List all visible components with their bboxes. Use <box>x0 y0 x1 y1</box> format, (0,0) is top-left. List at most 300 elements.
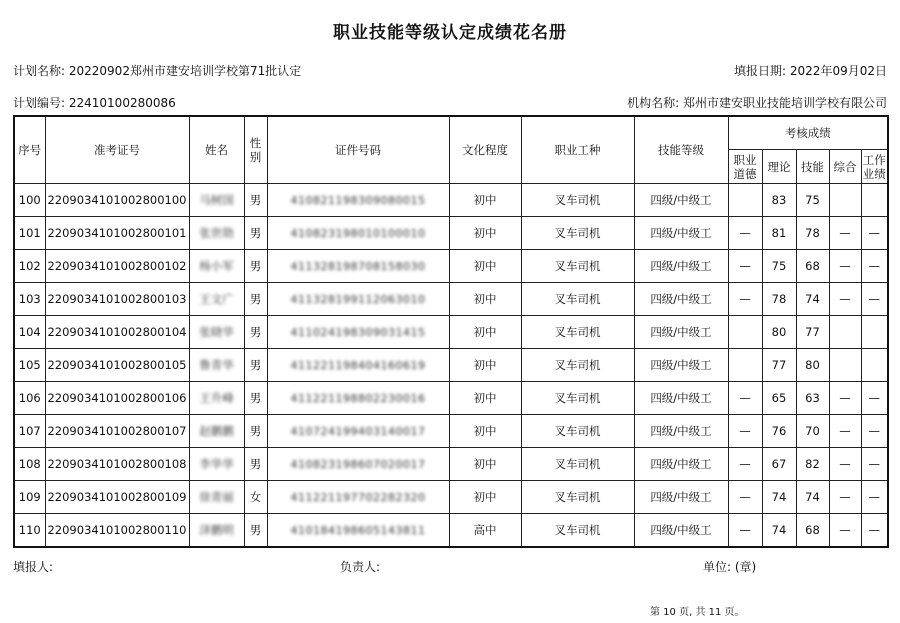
cell-overall <box>829 481 861 514</box>
cell-education <box>449 448 521 481</box>
cell-skill <box>796 514 829 548</box>
table-row <box>14 283 888 316</box>
cell-job-value: 叉车司机 <box>554 193 601 207</box>
cell-level-value: 四级/中级工 <box>650 325 712 339</box>
cell-theory <box>762 481 796 514</box>
cell-gender-value: 男 <box>249 325 262 339</box>
cell-skill <box>796 250 829 283</box>
cell-level <box>634 316 728 349</box>
cell-name-value: 赵鹏鹏 <box>199 424 234 438</box>
cell-job <box>521 283 634 316</box>
cell-education <box>449 481 521 514</box>
header-work: 工作业绩 <box>861 150 888 184</box>
cell-name <box>189 382 244 415</box>
cell-overall <box>829 283 861 316</box>
cell-job-value: 叉车司机 <box>554 424 601 438</box>
cell-education-value: 初中 <box>473 292 497 306</box>
cell-theory-value: 74 <box>771 523 787 537</box>
cell-overall-value: — <box>839 457 851 471</box>
cell-id-no <box>267 514 449 548</box>
cell-job <box>521 382 634 415</box>
cell-overall <box>829 382 861 415</box>
cell-work <box>861 250 888 283</box>
header-scores: 考核成绩 <box>728 116 888 150</box>
cell-education <box>449 415 521 448</box>
cell-exam-no-value: 2209034101002800110 <box>47 523 187 537</box>
cell-work <box>861 481 888 514</box>
cell-exam-no-value: 2209034101002800104 <box>47 325 187 339</box>
cell-gender <box>244 184 267 217</box>
table-row <box>14 514 888 548</box>
cell-id-no <box>267 217 449 250</box>
cell-seq-value: 108 <box>18 457 41 471</box>
cell-ethics <box>728 514 762 548</box>
cell-level-value: 四级/中级工 <box>650 457 712 471</box>
cell-overall-value: — <box>839 490 851 504</box>
plan-no-value: 22410100280086 <box>68 96 176 110</box>
cell-work-value: — <box>868 490 880 504</box>
cell-work <box>861 283 888 316</box>
cell-skill-value: 70 <box>805 424 820 438</box>
header-exam-no: 准考证号 <box>45 116 189 184</box>
cell-work-value: — <box>868 226 880 240</box>
cell-id-no <box>267 283 449 316</box>
cell-education-value: 初中 <box>473 325 497 339</box>
table-body <box>14 184 888 548</box>
cell-education-value: 初中 <box>473 457 497 471</box>
table-row <box>14 250 888 283</box>
plan-name-label: 计划名称: <box>13 64 66 78</box>
cell-seq-value: 102 <box>18 259 41 273</box>
cell-education <box>449 283 521 316</box>
cell-skill-value: 78 <box>805 226 820 240</box>
cell-name <box>189 415 244 448</box>
header-seq: 序号 <box>14 116 45 184</box>
cell-theory <box>762 514 796 548</box>
cell-gender-value: 男 <box>249 457 262 471</box>
cell-skill <box>796 382 829 415</box>
cell-job-value: 叉车司机 <box>554 391 601 405</box>
cell-overall <box>829 415 861 448</box>
cell-seq-value: 106 <box>18 391 41 405</box>
cell-level-value: 四级/中级工 <box>650 358 712 372</box>
cell-name-value: 徐青丽 <box>199 490 234 504</box>
cell-job-value: 叉车司机 <box>554 226 601 240</box>
cell-exam-no <box>45 349 189 382</box>
cell-level <box>634 184 728 217</box>
cell-exam-no <box>45 448 189 481</box>
cell-exam-no <box>45 481 189 514</box>
cell-overall-value: — <box>839 226 851 240</box>
cell-seq <box>14 481 45 514</box>
cell-job <box>521 415 634 448</box>
cell-skill <box>796 448 829 481</box>
cell-work <box>861 514 888 548</box>
cell-job-value: 叉车司机 <box>554 523 601 537</box>
cell-overall-value: — <box>839 523 851 537</box>
cell-education <box>449 514 521 548</box>
plan-name-value: 20220902郑州市建安培训学校第71批认定 <box>68 64 302 78</box>
cell-seq <box>14 448 45 481</box>
page-number: 第 10 页, 共 11 页。 <box>650 607 745 618</box>
cell-id-no-value: 410184198605143811 <box>290 524 426 537</box>
cell-id-no <box>267 448 449 481</box>
cell-work <box>861 316 888 349</box>
cell-exam-no <box>45 250 189 283</box>
cell-id-no <box>267 250 449 283</box>
cell-skill <box>796 415 829 448</box>
cell-overall <box>829 514 861 548</box>
cell-seq-value: 101 <box>18 226 41 240</box>
cell-work-value: — <box>868 259 880 273</box>
cell-level-value: 四级/中级工 <box>650 193 712 207</box>
org-label: 机构名称: <box>627 96 680 110</box>
cell-id-no <box>267 481 449 514</box>
cell-gender-value: 女 <box>249 490 262 504</box>
cell-theory-value: 81 <box>771 226 787 240</box>
table-row <box>14 184 888 217</box>
table-row <box>14 382 888 415</box>
cell-name-value: 王升峰 <box>199 391 234 405</box>
cell-overall <box>829 316 861 349</box>
cell-work-value: — <box>868 457 880 471</box>
cell-job <box>521 514 634 548</box>
cell-exam-no-value: 2209034101002800106 <box>47 391 187 405</box>
cell-level <box>634 415 728 448</box>
cell-exam-no-value: 2209034101002800109 <box>47 490 187 504</box>
cell-overall <box>829 184 861 217</box>
cell-theory-value: 75 <box>771 259 787 273</box>
cell-exam-no-value: 2209034101002800102 <box>47 259 187 273</box>
cell-name <box>189 349 244 382</box>
table-row <box>14 316 888 349</box>
cell-theory <box>762 283 796 316</box>
org-value: 郑州市建安职业技能培训学校有限公司 <box>682 96 887 110</box>
cell-exam-no-value: 2209034101002800101 <box>47 226 187 240</box>
cell-name <box>189 514 244 548</box>
cell-overall-value: — <box>839 292 851 306</box>
cell-education <box>449 382 521 415</box>
cell-skill <box>796 481 829 514</box>
cell-ethics <box>728 349 762 382</box>
cell-theory <box>762 316 796 349</box>
cell-education <box>449 316 521 349</box>
cell-theory <box>762 217 796 250</box>
cell-id-no-value: 410821198309080015 <box>290 194 426 207</box>
cell-skill <box>796 283 829 316</box>
cell-work-value: — <box>868 292 880 306</box>
cell-job-value: 叉车司机 <box>554 259 601 273</box>
table-row <box>14 481 888 514</box>
cell-level <box>634 283 728 316</box>
cell-seq-value: 105 <box>18 358 41 372</box>
cell-seq <box>14 283 45 316</box>
cell-skill-value: 77 <box>805 325 820 339</box>
cell-name-value: 张晓华 <box>199 325 234 339</box>
header-overall: 综合 <box>829 150 861 184</box>
cell-education-value: 初中 <box>473 358 497 372</box>
cell-id-no <box>267 184 449 217</box>
cell-name <box>189 184 244 217</box>
cell-name-value: 马树国 <box>199 193 234 207</box>
cell-level-value: 四级/中级工 <box>650 490 712 504</box>
reporter-label: 填报人: <box>13 560 54 574</box>
cell-theory <box>762 184 796 217</box>
cell-ethics-value: — <box>739 259 751 273</box>
header-gender: 性别 <box>244 116 267 184</box>
cell-gender <box>244 382 267 415</box>
cell-level <box>634 217 728 250</box>
table-row <box>14 415 888 448</box>
cell-level <box>634 481 728 514</box>
cell-theory-value: 65 <box>771 391 787 405</box>
cell-education-value: 初中 <box>473 193 497 207</box>
cell-theory <box>762 382 796 415</box>
cell-gender <box>244 415 267 448</box>
cell-seq <box>14 349 45 382</box>
cell-name <box>189 481 244 514</box>
cell-education <box>449 349 521 382</box>
cell-exam-no-value: 2209034101002800105 <box>47 358 187 372</box>
cell-theory <box>762 250 796 283</box>
header-id-no: 证件号码 <box>267 116 449 184</box>
cell-overall <box>829 217 861 250</box>
cell-exam-no <box>45 217 189 250</box>
cell-job-value: 叉车司机 <box>554 292 601 306</box>
cell-ethics <box>728 481 762 514</box>
cell-overall <box>829 349 861 382</box>
cell-exam-no-value: 2209034101002800103 <box>47 292 187 306</box>
cell-seq <box>14 250 45 283</box>
header-job: 职业工种 <box>521 116 634 184</box>
cell-ethics-value: — <box>739 457 751 471</box>
cell-id-no <box>267 349 449 382</box>
cell-exam-no <box>45 316 189 349</box>
cell-skill <box>796 316 829 349</box>
cell-work <box>861 184 888 217</box>
cell-name-value: 泽鹏明 <box>199 523 234 537</box>
cell-level-value: 四级/中级工 <box>650 424 712 438</box>
cell-work <box>861 415 888 448</box>
cell-level-value: 四级/中级工 <box>650 523 712 537</box>
cell-name-value: 鲁青华 <box>199 358 234 372</box>
cell-seq-value: 100 <box>18 193 41 207</box>
cell-id-no-value: 410724199403140017 <box>290 425 426 438</box>
cell-job <box>521 184 634 217</box>
cell-level-value: 四级/中级工 <box>650 391 712 405</box>
cell-theory-value: 67 <box>771 457 787 471</box>
cell-education-value: 初中 <box>473 259 497 273</box>
plan-name-line <box>13 62 301 79</box>
cell-seq-value: 107 <box>18 424 41 438</box>
cell-overall-value: — <box>839 424 851 438</box>
cell-id-no-value: 411221198802230016 <box>290 392 426 405</box>
cell-name-value: 李华华 <box>199 457 234 471</box>
header-ethics: 职业道德 <box>728 150 762 184</box>
cell-seq-value: 103 <box>18 292 41 306</box>
cell-ethics-value: — <box>739 523 751 537</box>
cell-ethics <box>728 382 762 415</box>
cell-ethics-value: — <box>739 391 751 405</box>
cell-ethics-value: — <box>739 424 751 438</box>
cell-ethics-value: — <box>739 226 751 240</box>
cell-id-no-value: 411328198708158030 <box>290 260 426 273</box>
cell-id-no-value: 410823198010100010 <box>290 227 426 240</box>
cell-seq <box>14 217 45 250</box>
cell-name <box>189 283 244 316</box>
header-skill: 技能 <box>796 150 829 184</box>
cell-id-no-value: 410823198607020017 <box>290 458 426 471</box>
cell-gender-value: 男 <box>249 358 262 372</box>
cell-education <box>449 184 521 217</box>
responsible-label: 负责人: <box>340 560 381 574</box>
score-roster-table <box>13 115 889 548</box>
cell-gender <box>244 481 267 514</box>
cell-work-value: — <box>868 391 880 405</box>
cell-job-value: 叉车司机 <box>554 358 601 372</box>
report-date-label: 填报日期: <box>734 64 787 78</box>
cell-work-value: — <box>868 424 880 438</box>
cell-name <box>189 316 244 349</box>
cell-theory-value: 83 <box>771 193 787 207</box>
cell-gender-value: 男 <box>249 424 262 438</box>
cell-id-no <box>267 382 449 415</box>
header-education: 文化程度 <box>449 116 521 184</box>
cell-ethics <box>728 217 762 250</box>
cell-exam-no <box>45 415 189 448</box>
cell-id-no-value: 411221198404160619 <box>290 359 426 372</box>
cell-skill-value: 75 <box>805 193 820 207</box>
page-title: 职业技能等级认定成绩花名册 <box>333 23 567 43</box>
cell-job <box>521 316 634 349</box>
cell-skill-value: 74 <box>805 490 820 504</box>
cell-exam-no <box>45 184 189 217</box>
cell-theory-value: 74 <box>771 490 787 504</box>
cell-skill-value: 80 <box>805 358 820 372</box>
cell-job <box>521 250 634 283</box>
cell-skill-value: 68 <box>805 259 820 273</box>
cell-overall-value: — <box>839 391 851 405</box>
cell-work <box>861 349 888 382</box>
cell-skill-value: 63 <box>805 391 820 405</box>
cell-work-value: — <box>868 523 880 537</box>
cell-gender <box>244 349 267 382</box>
cell-work <box>861 448 888 481</box>
cell-name <box>189 217 244 250</box>
header-theory: 理论 <box>762 150 796 184</box>
cell-theory-value: 80 <box>771 325 787 339</box>
cell-gender <box>244 250 267 283</box>
cell-level <box>634 448 728 481</box>
cell-id-no-value: 411024198309031415 <box>290 326 426 339</box>
cell-skill <box>796 184 829 217</box>
cell-gender <box>244 448 267 481</box>
cell-name <box>189 250 244 283</box>
table-row <box>14 349 888 382</box>
cell-theory-value: 77 <box>771 358 787 372</box>
cell-gender <box>244 217 267 250</box>
cell-gender <box>244 316 267 349</box>
cell-education-value: 初中 <box>473 424 497 438</box>
cell-seq-value: 109 <box>18 490 41 504</box>
cell-job <box>521 217 634 250</box>
cell-education <box>449 250 521 283</box>
cell-level <box>634 349 728 382</box>
cell-ethics <box>728 283 762 316</box>
cell-seq-value: 104 <box>18 325 41 339</box>
cell-theory <box>762 349 796 382</box>
cell-name <box>189 448 244 481</box>
cell-education <box>449 217 521 250</box>
cell-overall <box>829 448 861 481</box>
cell-exam-no <box>45 514 189 548</box>
cell-level-value: 四级/中级工 <box>650 259 712 273</box>
cell-job <box>521 481 634 514</box>
unit-label: 单位: (章) <box>703 560 757 574</box>
cell-seq <box>14 382 45 415</box>
cell-level-value: 四级/中级工 <box>650 226 712 240</box>
plan-no-label: 计划编号: <box>13 96 66 110</box>
cell-id-no-value: 411328199112063010 <box>290 293 426 306</box>
cell-gender-value: 男 <box>249 193 262 207</box>
cell-work <box>861 382 888 415</box>
cell-job <box>521 448 634 481</box>
cell-overall-value: — <box>839 259 851 273</box>
cell-ethics <box>728 316 762 349</box>
cell-ethics-value: — <box>739 490 751 504</box>
cell-skill-value: 82 <box>805 457 820 471</box>
cell-ethics <box>728 415 762 448</box>
cell-seq <box>14 514 45 548</box>
cell-ethics-value: — <box>739 292 751 306</box>
report-date-line <box>734 62 887 79</box>
cell-exam-no-value: 2209034101002800108 <box>47 457 187 471</box>
cell-theory <box>762 415 796 448</box>
cell-seq <box>14 415 45 448</box>
cell-theory-value: 78 <box>771 292 787 306</box>
cell-level <box>634 382 728 415</box>
cell-id-no <box>267 316 449 349</box>
report-date-value: 2022年09月02日 <box>789 64 887 78</box>
header-name: 姓名 <box>189 116 244 184</box>
cell-exam-no-value: 2209034101002800107 <box>47 424 187 438</box>
cell-skill-value: 74 <box>805 292 820 306</box>
cell-job-value: 叉车司机 <box>554 457 601 471</box>
cell-exam-no <box>45 283 189 316</box>
cell-exam-no-value: 2209034101002800100 <box>47 193 187 207</box>
cell-job <box>521 349 634 382</box>
cell-gender-value: 男 <box>249 523 262 537</box>
cell-education-value: 初中 <box>473 226 497 240</box>
cell-education-value: 初中 <box>473 490 497 504</box>
table-row <box>14 448 888 481</box>
cell-gender-value: 男 <box>249 292 262 306</box>
cell-theory-value: 76 <box>771 424 787 438</box>
org-line <box>627 94 887 111</box>
cell-gender <box>244 514 267 548</box>
cell-gender-value: 男 <box>249 226 262 240</box>
cell-ethics <box>728 184 762 217</box>
cell-gender <box>244 283 267 316</box>
cell-exam-no <box>45 382 189 415</box>
cell-name-value: 杨小军 <box>199 259 234 273</box>
cell-overall <box>829 250 861 283</box>
cell-skill <box>796 349 829 382</box>
cell-skill-value: 68 <box>805 523 820 537</box>
cell-level <box>634 250 728 283</box>
cell-job-value: 叉车司机 <box>554 325 601 339</box>
cell-gender-value: 男 <box>249 259 262 273</box>
